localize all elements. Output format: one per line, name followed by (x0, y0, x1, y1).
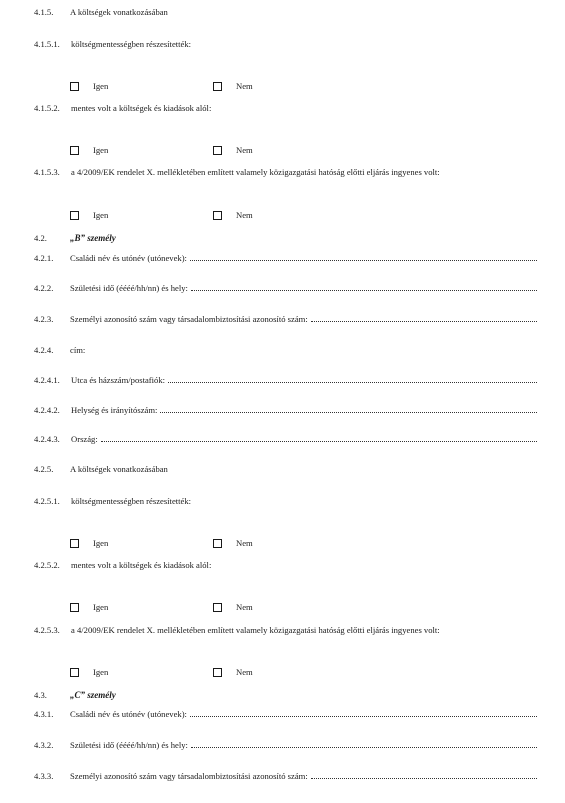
form-item (34, 559, 537, 571)
checkbox-icon[interactable] (213, 668, 222, 677)
checkbox-icon[interactable] (213, 539, 222, 548)
item-number: 4.2.5.2. (34, 560, 60, 570)
checkbox-yes[interactable] (70, 144, 108, 156)
item-label: Születési idő (éééé/hh/nn) és hely: (70, 740, 188, 750)
item-label: költségmentességben részesítették: (71, 496, 192, 506)
item-label: cím: (70, 345, 86, 355)
form-item (34, 282, 537, 294)
item-label: a 4/2009/EK rendelet X. mellékletében említett valamely közigazgatási hatóság előtti eljárás ingyenes volt: (71, 167, 440, 177)
item-label: A költségek vonatkozásában (70, 464, 168, 474)
checkbox-label: Igen (93, 210, 109, 220)
item-label: Családi név és utónév (utónevek): (70, 709, 187, 719)
form-item (34, 495, 537, 507)
answer-field[interactable] (190, 708, 537, 717)
checkbox-no[interactable] (213, 537, 253, 549)
item-label: Születési idő (éééé/hh/nn) és hely: (70, 283, 188, 293)
answer-field[interactable] (191, 739, 537, 748)
answer-field[interactable] (190, 252, 537, 261)
checkbox-yes[interactable] (70, 601, 108, 613)
form-item (34, 6, 537, 18)
checkbox-label: Igen (93, 145, 109, 155)
form-item (34, 374, 537, 386)
item-number: 4.3. (34, 690, 47, 700)
answer-field[interactable] (311, 313, 537, 322)
checkbox-yes[interactable] (70, 537, 108, 549)
answer-field[interactable] (168, 374, 537, 383)
answer-field[interactable] (101, 433, 537, 442)
checkbox-label: Nem (236, 81, 253, 91)
checkbox-no[interactable] (213, 601, 253, 613)
checkbox-icon[interactable] (213, 82, 222, 91)
checkbox-label: Igen (93, 602, 109, 612)
checkbox-label: Igen (93, 538, 109, 548)
checkbox-yes[interactable] (70, 209, 108, 221)
item-number: 4.1.5. (34, 7, 54, 17)
item-number: 4.2.5.1. (34, 496, 60, 506)
item-number: 4.1.5.3. (34, 167, 60, 177)
form-item (34, 313, 537, 325)
form-item (34, 463, 537, 475)
item-number: 4.2.4.3. (34, 434, 60, 444)
form-item (34, 708, 537, 720)
form-item (34, 624, 537, 636)
form-item (34, 433, 537, 445)
item-number: 4.2.4. (34, 345, 54, 355)
checkbox-label: Nem (236, 538, 253, 548)
item-label: „C” személy (70, 690, 116, 700)
checkbox-label: Nem (236, 145, 253, 155)
item-label: a 4/2009/EK rendelet X. mellékletében említett valamely közigazgatási hatóság előtti eljárás ingyenes volt: (71, 625, 440, 635)
checkbox-icon[interactable] (70, 603, 79, 612)
item-label: mentes volt a költségek és kiadások alól: (71, 560, 212, 570)
item-number: 4.2. (34, 233, 47, 243)
item-number: 4.2.4.1. (34, 375, 60, 385)
section-heading (34, 689, 537, 701)
item-number: 4.2.5. (34, 464, 54, 474)
checkbox-no[interactable] (213, 666, 253, 678)
item-number: 4.2.3. (34, 314, 54, 324)
checkbox-yes[interactable] (70, 666, 108, 678)
item-number: 4.2.5.3. (34, 625, 60, 635)
item-label: Személyi azonosító szám vagy társadalombiztosítási azonosító szám: (70, 771, 308, 781)
answer-field[interactable] (191, 282, 537, 291)
checkbox-no[interactable] (213, 209, 253, 221)
checkbox-icon[interactable] (213, 211, 222, 220)
item-number: 4.2.4.2. (34, 405, 60, 415)
item-label: A költségek vonatkozásában (70, 7, 168, 17)
checkbox-yes[interactable] (70, 80, 108, 92)
item-label: Helység és irányítószám: (71, 405, 158, 415)
checkbox-label: Igen (93, 81, 109, 91)
item-label: Ország: (71, 434, 98, 444)
item-label: költségmentességben részesítették: (71, 39, 192, 49)
form-item (34, 770, 537, 782)
item-number: 4.3.1. (34, 709, 54, 719)
answer-field[interactable] (160, 404, 537, 413)
answer-field[interactable] (311, 770, 537, 779)
checkbox-icon[interactable] (213, 603, 222, 612)
form-item (34, 404, 537, 416)
checkbox-icon[interactable] (70, 211, 79, 220)
form-item (34, 739, 537, 751)
item-number: 4.1.5.2. (34, 103, 60, 113)
checkbox-icon[interactable] (70, 146, 79, 155)
form-item (34, 38, 537, 50)
checkbox-icon[interactable] (70, 539, 79, 548)
form-item (34, 252, 537, 264)
checkbox-label: Nem (236, 667, 253, 677)
item-label: Utca és házszám/postafiók: (71, 375, 166, 385)
checkbox-label: Nem (236, 210, 253, 220)
checkbox-icon[interactable] (213, 146, 222, 155)
item-number: 4.3.3. (34, 771, 54, 781)
form-item (34, 344, 537, 356)
item-number: 4.2.1. (34, 253, 54, 263)
item-number: 4.3.2. (34, 740, 54, 750)
item-label: mentes volt a költségek és kiadások alól: (71, 103, 212, 113)
item-label: Személyi azonosító szám vagy társadalombiztosítási azonosító szám: (70, 314, 308, 324)
checkbox-label: Nem (236, 602, 253, 612)
checkbox-label: Igen (93, 667, 109, 677)
item-number: 4.1.5.1. (34, 39, 60, 49)
item-number: 4.2.2. (34, 283, 54, 293)
section-heading (34, 232, 537, 244)
item-label: Családi név és utónév (utónevek): (70, 253, 187, 263)
form-item (34, 102, 537, 114)
checkbox-icon[interactable] (70, 668, 79, 677)
checkbox-no[interactable] (213, 144, 253, 156)
form-item (34, 166, 537, 178)
checkbox-no[interactable] (213, 80, 253, 92)
item-label: „B” személy (70, 233, 116, 243)
checkbox-icon[interactable] (70, 82, 79, 91)
